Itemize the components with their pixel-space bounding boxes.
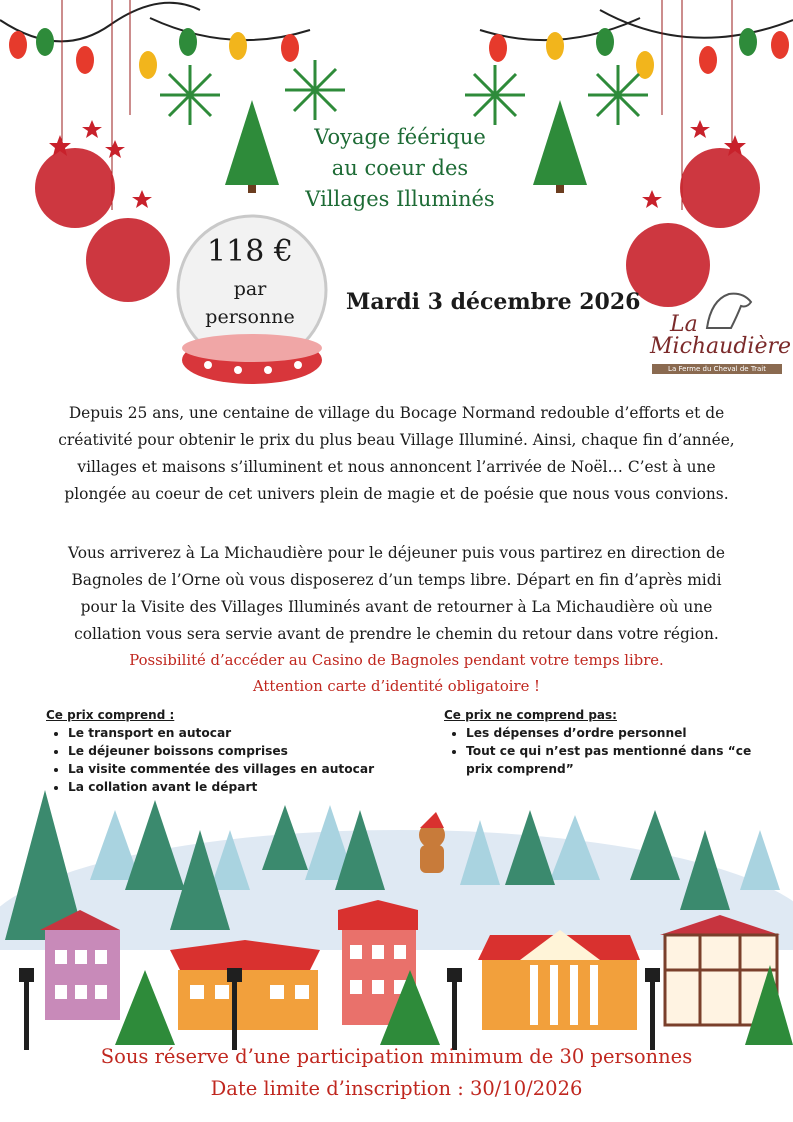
list-item: • Tout ce qui n’est pas mentionné dans “ce prix comprend” xyxy=(466,742,764,778)
list-item: • Le déjeuner boissons comprises xyxy=(68,742,426,760)
house-icon xyxy=(170,940,320,1030)
price-per-1: par xyxy=(233,278,267,300)
house-icon xyxy=(478,930,640,1030)
logo-name-2: Michaudière xyxy=(650,334,792,359)
intro-paragraph xyxy=(30,400,763,508)
winter-village-illustration xyxy=(0,790,793,1050)
footer-min-participants: Sous réserve d’une participation minimum de 30 personnes xyxy=(100,1045,693,1068)
program-line: Vous arriverez à La Michaudière pour le déjeuner puis vous partirez en direction de xyxy=(68,544,725,562)
excludes-heading: Ce prix ne comprend pas: xyxy=(444,708,617,722)
price-badge xyxy=(185,234,315,331)
intro-line: plongée au coeur de cet univers plein de magie et de poésie que nous vous convions. xyxy=(64,485,729,503)
intro-line: Depuis 25 ans, une centaine de village du Bocage Normand redouble d’efforts et de xyxy=(68,404,725,422)
event-date: Mardi 3 décembre 2026 xyxy=(346,289,641,315)
gingerbread-icon xyxy=(419,812,445,873)
excludes-list xyxy=(444,708,764,778)
title-line-3: Villages Illuminés xyxy=(305,187,495,211)
snowflake-icon xyxy=(160,60,648,125)
program-line: pour la Visite des Villages Illuminés avant de retourner à La Michaudière où une xyxy=(80,598,713,616)
list-item: • Les dépenses d’ordre personnel xyxy=(466,724,764,742)
footer-registration-deadline: Date limite d’inscription : 30/10/2026 xyxy=(210,1077,583,1100)
program-paragraph xyxy=(30,540,763,648)
logo-tagline: La Ferme du Cheval de Trait xyxy=(652,364,782,374)
house-icon xyxy=(40,910,120,1020)
michaudiere-logo xyxy=(642,290,792,380)
program-line: collation vous sera servie avant de prendre le chemin du retour dans votre région. xyxy=(74,625,719,643)
price-per-2: personne xyxy=(205,306,295,328)
list-item: • La collation avant le départ xyxy=(68,778,426,796)
page-title xyxy=(250,122,550,215)
program-line: Bagnoles de l’Orne où vous disposerez d’un temps libre. Départ en fin d’après midi xyxy=(71,571,722,589)
intro-line: créativité pour obtenir le prix du plus beau Village Illuminé. Ainsi, chaque fin d’année, xyxy=(58,431,735,449)
logo-name-1: La xyxy=(670,312,698,337)
price-amount: 118 € xyxy=(207,234,293,269)
casino-notice: Possibilité d’accéder au Casino de Bagnoles pendant votre temps libre. xyxy=(129,652,664,669)
includes-list xyxy=(46,708,426,796)
title-line-2: au coeur des xyxy=(331,156,469,180)
includes-heading: Ce prix comprend : xyxy=(46,708,175,722)
title-line-1: Voyage féérique xyxy=(314,125,486,149)
id-card-notice: Attention carte d’identité obligatoire ! xyxy=(253,678,540,695)
intro-line: villages et maisons s’illuminent et nous annoncent l’arrivée de Noël… C’est à une xyxy=(77,458,716,476)
list-item: • La visite commentée des villages en autocar xyxy=(68,760,426,778)
horse-head-icon xyxy=(697,290,757,330)
list-item: • Le transport en autocar xyxy=(68,724,426,742)
